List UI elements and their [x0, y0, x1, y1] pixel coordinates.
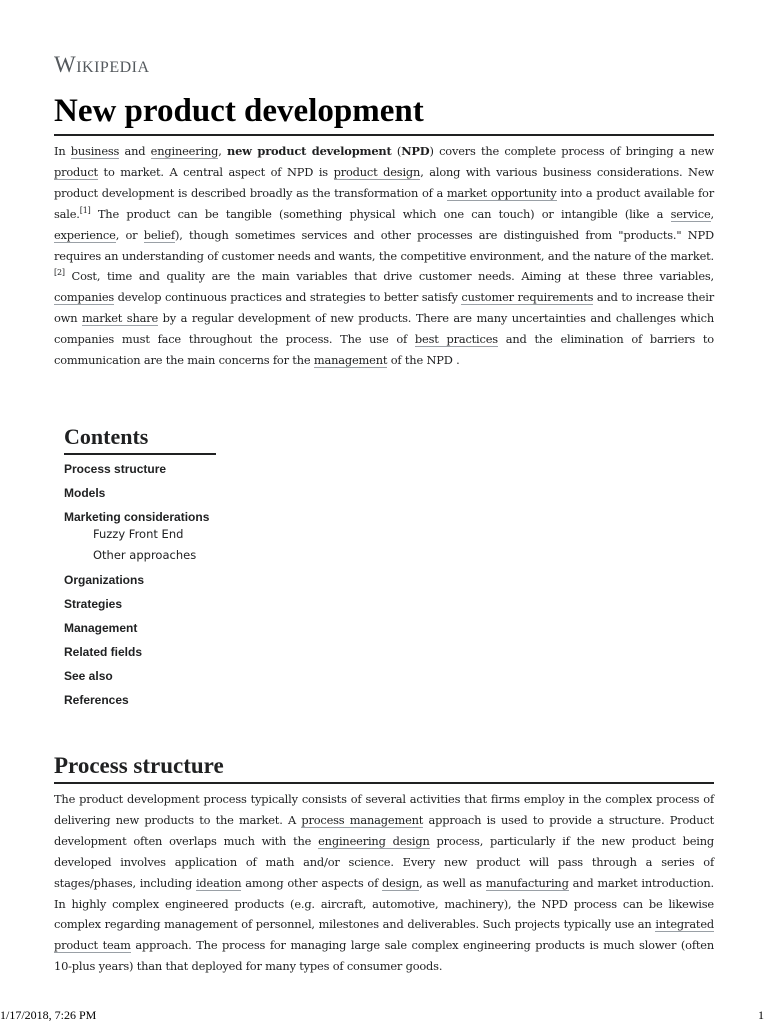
toc-item-organizations[interactable]: Organizations: [64, 573, 145, 587]
toc-subitem-fuzzy-front-end[interactable]: Fuzzy Front End: [93, 527, 184, 541]
toc-subitem-other-approaches[interactable]: Other approaches: [93, 548, 197, 562]
link-customer-requirements[interactable]: customer requirements: [461, 290, 594, 305]
link-integrated-product-team[interactable]: integrated product team: [54, 917, 714, 953]
link-belief[interactable]: belief: [143, 227, 175, 242]
link-manufacturing[interactable]: manufacturing: [485, 875, 569, 890]
toc-heading: Contents: [64, 424, 216, 455]
page-title: New product development: [54, 92, 714, 136]
toc-item-strategies[interactable]: Strategies: [64, 597, 123, 611]
link-engineering-design[interactable]: engineering design: [318, 833, 430, 848]
article: [54, 52, 714, 974]
ref-1[interactable]: [1]: [79, 205, 91, 215]
link-service[interactable]: service: [670, 206, 711, 221]
toc-item-references[interactable]: References: [64, 693, 129, 707]
link-product-design[interactable]: product design: [333, 164, 421, 179]
intro-paragraph: In business and engineering, new product development (NPD) covers the complete process of bringing a new product to market. A central aspect of NPD is product design, along with various business considerations. New product development is described broadly as the transformation of a market opportunity into a product available for sale.[1] The product can be tangible (something physical which one can touch) or intangible (like a service, experience, or belief), though sometimes services and other processes are distinguished from "products." NPD requires an understanding of customer needs and wants, the competitive environment, and the nature of the market.[2] Cost, time and quality are the main variables that drive customer needs. Aiming at these three variables, companies develop continuous practices and strategies to better satisfy customer requirements and to increase their own market share by a regular development of new products. There are many uncertainties and challenges which companies must face throughout the process. The use of best practices and the elimination of barriers to communication are the main concerns for the management of the NPD .: [54, 144, 714, 368]
wikipedia-logo[interactable]: Wikipedia: [54, 52, 150, 77]
link-product[interactable]: product: [54, 164, 98, 179]
table-of-contents: [64, 424, 216, 716]
toc-item-related-fields[interactable]: Related fields: [64, 645, 143, 659]
toc-item-marketing-considerations[interactable]: Marketing considerations: [64, 510, 210, 524]
link-ideation[interactable]: ideation: [195, 875, 242, 890]
section-process-structure: [54, 752, 714, 977]
link-experience[interactable]: experience: [54, 227, 116, 242]
toc-list: [64, 461, 216, 708]
print-timestamp: 1/17/2018, 7:26 PM: [0, 1008, 97, 1022]
bold-term-npd: new product development: [226, 144, 392, 158]
link-engineering[interactable]: engineering: [150, 144, 219, 158]
link-design[interactable]: design: [382, 875, 420, 890]
toc-item-management[interactable]: Management: [64, 621, 138, 635]
link-process-management[interactable]: process management: [301, 812, 424, 827]
process-paragraph: The product development process typically consists of several activities that firms employ in the complex process of delivering new products to the market. A process management approach is used to provide a structure. Product development often overlaps much with the engineering design process, particularly if the new product being developed involves application of math and/or science. Every new product will pass through a series of stages/phases, including ideation among other aspects of design, as well as manufacturing and market introduction. In highly complex engineered products (e.g. aircraft, automotive, machinery), the NPD process can be likewise complex regarding management of personnel, milestones and deliverables. Such projects typically use an integrated product team approach. The process for managing large sale complex engineering products is much slower (often 10-plus years) than that deployed for many types of consumer goods.: [54, 792, 714, 974]
link-market-share[interactable]: market share: [82, 311, 159, 326]
link-business[interactable]: business: [70, 144, 120, 158]
toc-item-models[interactable]: Models: [64, 486, 106, 500]
toc-item-process-structure[interactable]: Process structure: [64, 462, 167, 476]
ref-2[interactable]: [2]: [54, 268, 65, 278]
link-companies[interactable]: companies: [54, 290, 115, 305]
link-management[interactable]: management: [313, 353, 388, 368]
bold-term-abbr: NPD: [401, 144, 430, 158]
page-number: 1: [758, 1008, 764, 1022]
toc-item-see-also[interactable]: See also: [64, 669, 113, 683]
link-market-opportunity[interactable]: market opportunity: [446, 185, 557, 200]
section-heading: Process structure: [54, 752, 714, 784]
link-best-practices[interactable]: best practices: [414, 332, 498, 347]
